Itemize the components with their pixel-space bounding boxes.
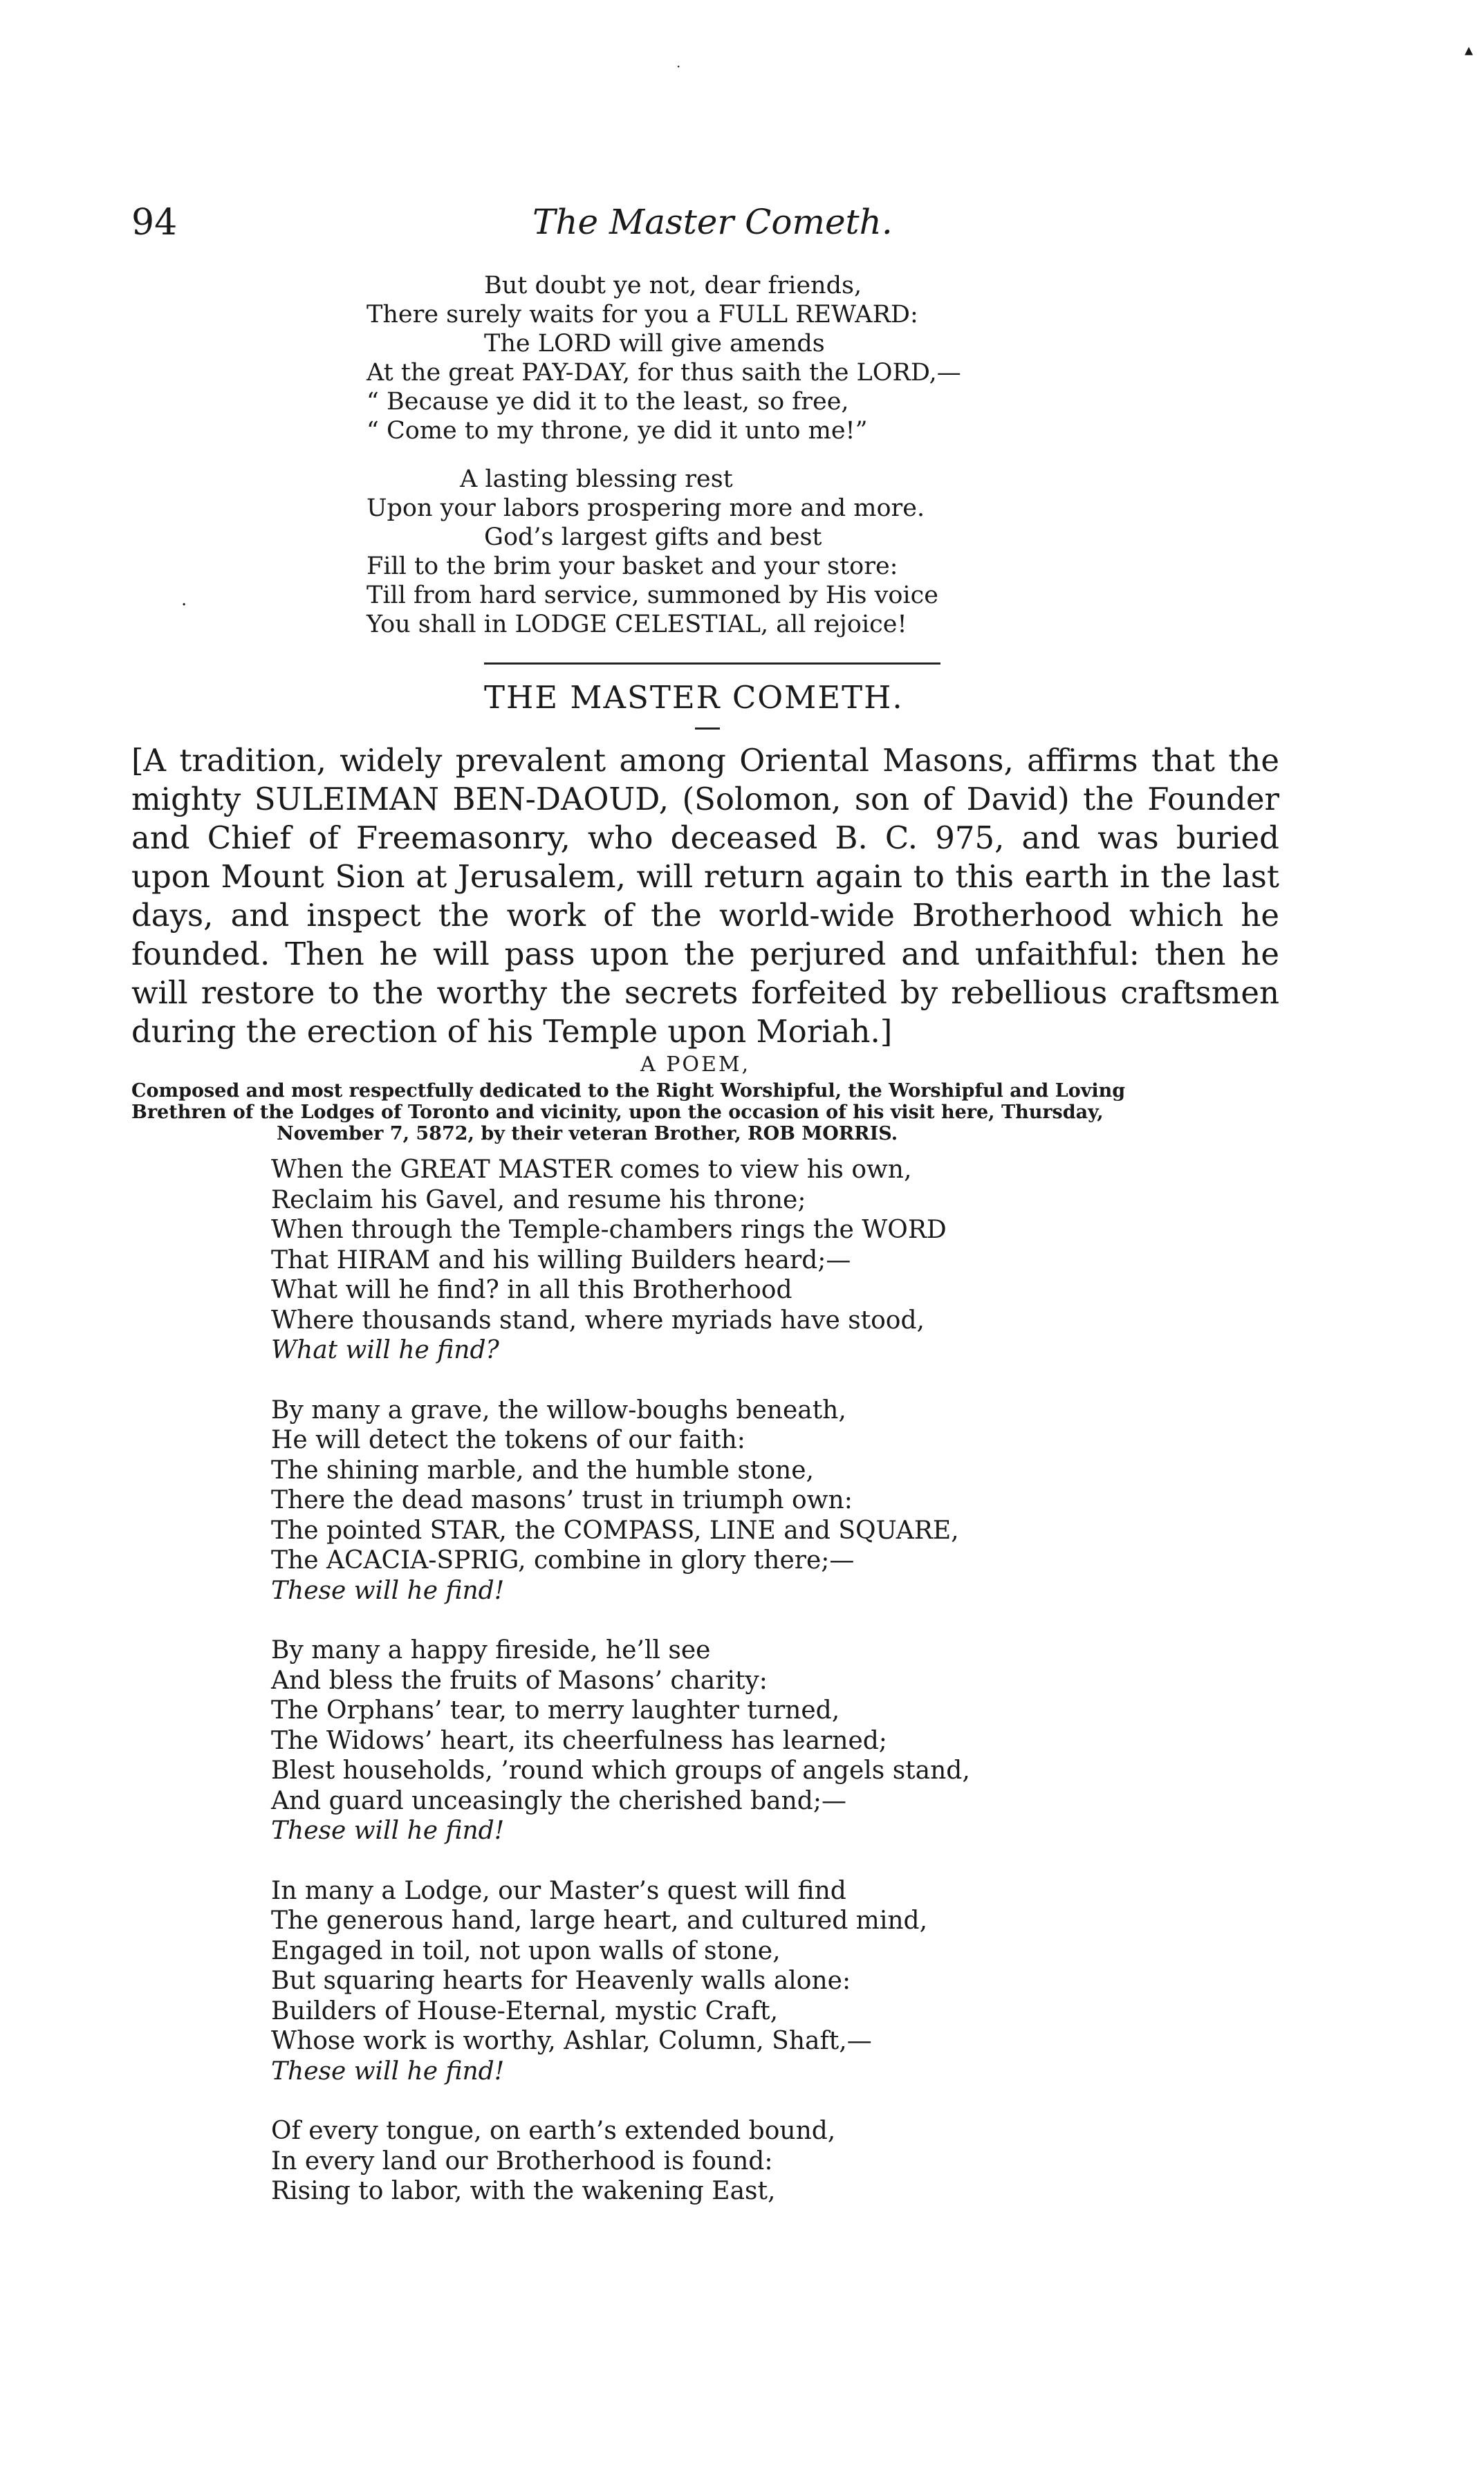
verse-line: The Orphans’ tear, to merry laughter turned, (271, 1696, 840, 1725)
dedication-line: November 7, 5872, by their veteran Brother, ROB MORRIS. (277, 1123, 898, 1144)
refrain-line: These will he find! (271, 2057, 505, 2086)
verse-line: The Widows’ heart, its cheerfulness has learned; (271, 1726, 887, 1755)
verse-line: By many a grave, the willow-boughs beneath, (271, 1395, 846, 1425)
refrain-line: These will he find! (271, 1576, 505, 1605)
page-number: 94 (131, 202, 178, 243)
verse-line: A lasting blessing rest (460, 465, 733, 493)
verse-line: Builders of House-Eternal, mystic Craft, (271, 1996, 779, 2025)
verse-line: He will detect the tokens of our faith: (271, 1426, 745, 1454)
verse-line: Of every tongue, on earth’s extended bound, (271, 2117, 836, 2145)
previous-poem-stanza-2 (367, 465, 938, 639)
section-divider (484, 662, 940, 665)
verse-line: God’s largest gifts and best (484, 523, 822, 551)
running-title: The Master Cometh. (532, 202, 893, 242)
refrain-line: What will he find? (271, 1336, 499, 1364)
dedication-line: Composed and most respectfully dedicated to the Right Worshipful, the Worshipful and Loving (131, 1080, 1126, 1102)
verse-line: In every land our Brotherhood is found: (271, 2146, 773, 2176)
refrain-line: These will he find! (271, 1817, 505, 1845)
previous-poem-stanza-1 (367, 271, 961, 445)
title-dash (695, 727, 720, 730)
poem-body (271, 1155, 970, 2236)
verse-line: Whose work is worthy, Ashlar, Column, Shaft,— (271, 2027, 872, 2055)
poem-stanza (271, 2116, 970, 2207)
verse-line: At the great PAY-DAY, for thus saith the LORD,— (367, 359, 961, 387)
verse-line: The generous hand, large heart, and cultured mind, (271, 1907, 928, 1935)
verse-line: What will he find? in all this Brotherhood (271, 1276, 792, 1304)
verse-line: Where thousands stand, where myriads have stood, (271, 1306, 925, 1335)
verse-line: There surely waits for you a FULL REWARD: (367, 301, 918, 328)
verse-line: “ Come to my throne, ye did it unto me!” (367, 417, 868, 445)
verse-line: When through the Temple-chambers rings the WORD (271, 1216, 947, 1244)
verse-line: That HIRAM and his willing Builders heard;— (271, 1245, 851, 1274)
verse-line: In many a Lodge, our Master’s quest will find (271, 1876, 846, 1905)
verse-line: Rising to labor, with the wakening East, (271, 2177, 776, 2205)
stray-print-mark: · (181, 595, 187, 615)
verse-line: And guard unceasingly the cherished band;— (271, 1786, 846, 1815)
verse-line: Engaged in toil, not upon walls of stone, (271, 1936, 781, 1965)
intro-paragraph: [A tradition, widely prevalent among Oriental Masons, affirms that the mighty SULEIMAN BEN-DAOUD, (Solomon, son of David) the Founder and Chief of Freemasonry, who deceased B. C. 975, and was buried upon Mount Sion at Jerusalem, will return again to this earth in the last days, and inspect the work of the world-wide Brotherhood which he founded. Then he will pass upon the perjured and unfaithful: then he will restore to the worthy the secrets forfeited by rebellious craftsmen during the erection of his Temple upon Moriah.] (131, 742, 1279, 1050)
poem-stanza (271, 1155, 970, 1366)
poem-stanza (271, 1876, 970, 2087)
verse-line: Reclaim his Gavel, and resume his throne; (271, 1185, 806, 1214)
stray-print-mark: · (676, 58, 681, 75)
verse-line: But squaring hearts for Heavenly walls alone: (271, 1967, 851, 1995)
dedication-line: Brethren of the Lodges of Toronto and vicinity, upon the occasion of his visit here, Thursday, (131, 1102, 1104, 1123)
verse-line: Upon your labors prospering more and more. (367, 494, 925, 522)
dedication (131, 1080, 1279, 1144)
poem-label: A POEM, (640, 1052, 751, 1077)
verse-line: The pointed STAR, the COMPASS, LINE and SQUARE, (271, 1516, 959, 1545)
verse-line: You shall in LODGE CELESTIAL, all rejoice! (367, 611, 907, 638)
page-header (131, 202, 1279, 250)
verse-line: Blest households, ’round which groups of angels stand, (271, 1756, 970, 1785)
verse-line: But doubt ye not, dear friends, (484, 272, 862, 299)
verse-line: There the dead masons’ trust in triumph own: (271, 1486, 853, 1514)
verse-line: Fill to the brim your basket and your store: (367, 553, 898, 580)
poem-stanza (271, 1395, 970, 1606)
verse-line: Till from hard service, summoned by His voice (367, 582, 938, 609)
verse-line: And bless the fruits of Masons’ charity: (271, 1666, 768, 1695)
verse-line: The shining marble, and the humble stone, (271, 1456, 814, 1485)
verse-line: The LORD will give amends (484, 330, 825, 358)
poem-stanza (271, 1635, 970, 1846)
verse-line: The ACACIA-SPRIG, combine in glory there;— (271, 1546, 855, 1575)
verse-line: When the GREAT MASTER comes to view his own, (271, 1156, 912, 1184)
section-title: THE MASTER COMETH. (484, 679, 904, 716)
verse-line: “ Because ye did it to the least, so free, (367, 388, 849, 416)
stray-print-mark: ▴ (1465, 40, 1474, 59)
verse-line: By many a happy fireside, he’ll see (271, 1636, 711, 1664)
